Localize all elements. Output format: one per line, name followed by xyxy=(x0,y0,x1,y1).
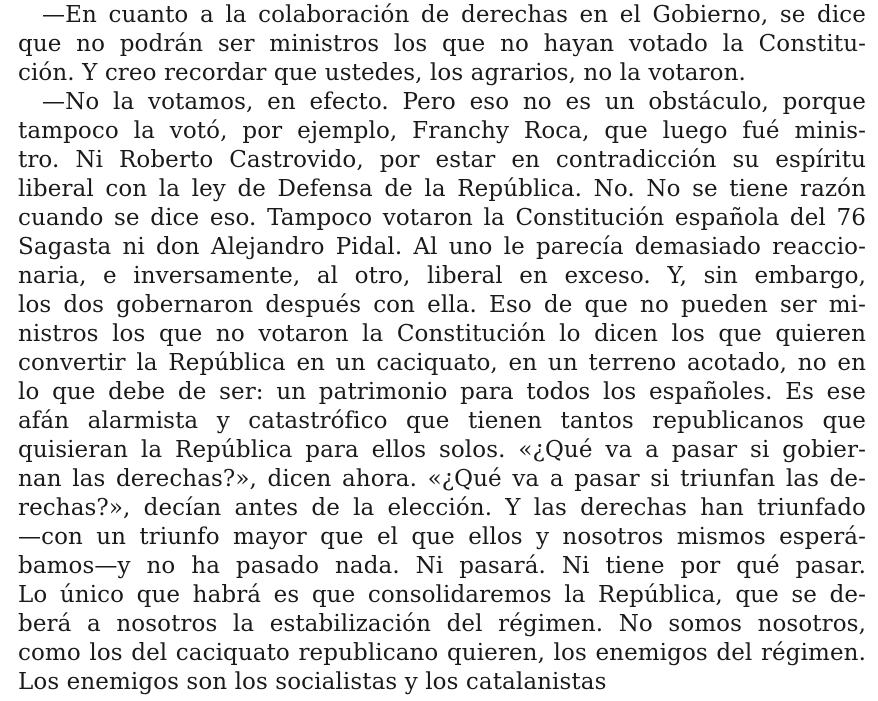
text-line: liberal con la ley de Defensa de la República. No. No se tiene razón xyxy=(18,176,866,202)
text-line: tro. Ni Roberto Castrovido, por estar en contradicción su espíritu xyxy=(18,147,866,173)
text-line: nan las derechas?», dicen ahora. «¿Qué va a pasar si triunfan las de- xyxy=(18,466,866,492)
text-line: berá a nosotros la estabilización del régimen. No somos nosotros, xyxy=(18,611,866,637)
text-line: como los del caciquato republicano quieren, los enemigos del régimen. xyxy=(18,640,866,666)
text-line: los dos gobernaron después con ella. Eso de que no pueden ser mi- xyxy=(18,292,866,318)
text-line: Sagasta ni don Alejandro Pidal. Al uno le parecía demasiado reaccio- xyxy=(18,234,866,260)
text-line: Los enemigos son los socialistas y los catalanistas xyxy=(18,669,607,695)
text-line: que no podrán ser ministros los que no hayan votado la Constitu- xyxy=(18,31,866,57)
text-line: —No la votamos, en efecto. Pero eso no es un obstáculo, porque xyxy=(42,89,866,115)
text-line: tampoco la votó, por ejemplo, Franchy Roca, que luego fué minis- xyxy=(18,118,866,144)
text-line: bamos—y no ha pasado nada. Ni pasará. Ni tiene por qué pasar. xyxy=(18,553,866,579)
text-line: nistros los que no votaron la Constitución lo dicen los que quieren xyxy=(18,321,866,347)
text-line: ción. Y creo recordar que ustedes, los agrarios, no la votaron. xyxy=(18,60,746,86)
text-line: —con un triunfo mayor que el que ellos y nosotros mismos esperá- xyxy=(18,524,866,550)
text-line: Lo único que habrá es que consolidaremos la República, que se de- xyxy=(18,582,866,608)
document-page xyxy=(18,0,866,701)
text-line: quisieran la República para ellos solos. «¿Qué va a pasar si gobier- xyxy=(18,437,866,463)
text-line: rechas?», decían antes de la elección. Y las derechas han triunfado xyxy=(18,495,866,521)
text-line: afán alarmista y catastrófico que tienen tantos republicanos que xyxy=(18,408,866,434)
text-line: convertir la República en un caciquato, en un terreno acotado, no en xyxy=(18,350,866,376)
text-line: cuando se dice eso. Tampoco votaron la Constitución española del 76 xyxy=(18,205,866,231)
text-line: lo que debe de ser: un patrimonio para todos los españoles. Es ese xyxy=(18,379,866,405)
text-line: —En cuanto a la colaboración de derechas en el Gobierno, se dice xyxy=(42,2,866,28)
text-line: naria, e inversamente, al otro, liberal en exceso. Y, sin embargo, xyxy=(18,263,866,289)
